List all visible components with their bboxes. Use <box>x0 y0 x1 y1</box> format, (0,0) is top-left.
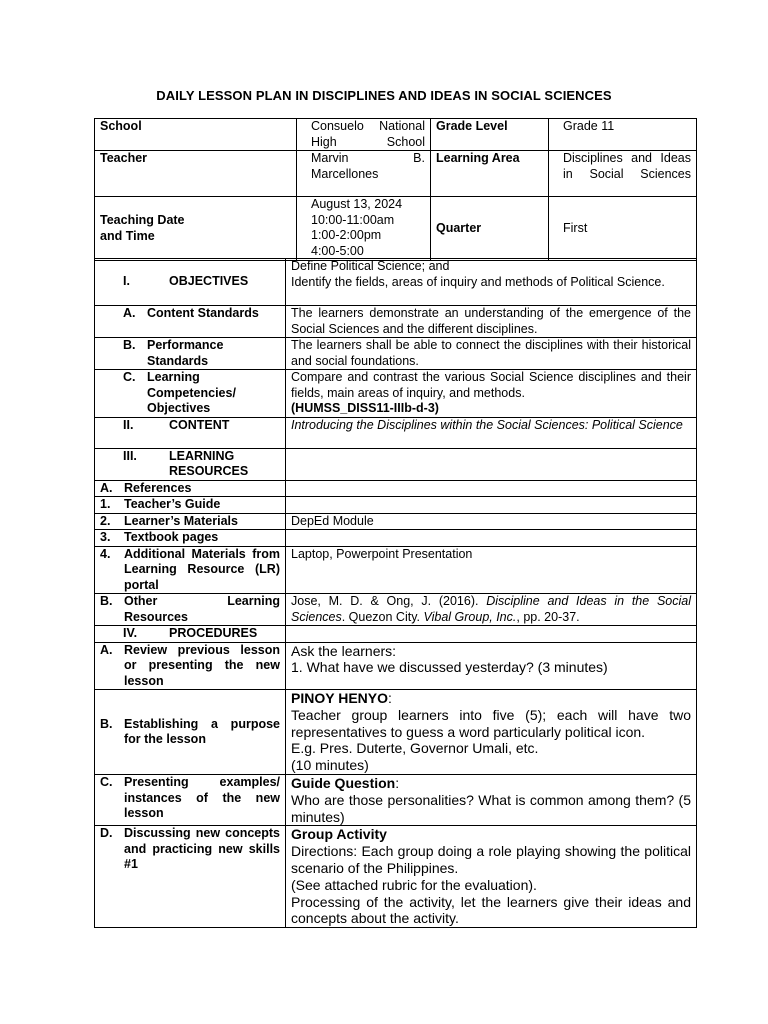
content-standards-label: Content Standards <box>147 306 259 320</box>
grade-value: Grade 11 <box>549 119 697 151</box>
quarter-label: Quarter <box>431 197 549 261</box>
teacher-value: Marvin B. Marcellones <box>311 151 425 181</box>
competencies-label: Learning Competencies/ Objectives <box>147 370 236 415</box>
area-label: Learning Area <box>431 151 549 197</box>
other-resources-label: Other Learning Resources <box>124 594 280 624</box>
discussing-label: Discussing new concepts and practicing new skills #1 <box>124 826 280 872</box>
purpose-text: Teacher group learners into five (5); each will have two representatives to guess a word particularly political icon. <box>291 706 691 740</box>
performance-standards-text: The learners shall be able to connect the disciplines with their historical and social foundations. <box>286 338 697 370</box>
purpose-label: Establishing a purpose for the lesson <box>124 716 280 746</box>
date-value: August 13, 2024 10:00-11:00am 1:00-2:00pm 4:00-5:00 <box>297 197 431 261</box>
additional-materials-value: Laptop, Powerpoint Presentation <box>286 546 697 594</box>
textbook-row: 3. Textbook pages <box>95 530 697 547</box>
content-standards-text: The learners demonstrate an understanding of the emergence of the Social Sciences and the different disciplines. <box>286 306 697 338</box>
quarter-value: First <box>549 197 697 261</box>
discussing-heading: Group Activity <box>291 826 387 843</box>
other-resources-citation: Jose, M. D. & Ong, J. (2016). Discipline and Ideas in the Social Sciences. Quezon City. Vibal Group, Inc., pp. 20-37. <box>286 594 697 626</box>
purpose-time: (10 minutes) <box>291 757 369 774</box>
competencies-code: (HUMSS_DISS11-IIIb-d-3) <box>291 401 439 415</box>
area-value: Disciplines and Ideas in Social Sciences <box>563 151 691 181</box>
competencies-text: Compare and contrast the various Social Science disciplines and their fields, main areas of inquiry, and methods. <box>291 370 691 400</box>
teacher-label: Teacher <box>95 151 297 197</box>
purpose-example: E.g. Pres. Duterte, Governor Umali, etc. <box>291 740 539 757</box>
content-row: II. CONTENT Introducing the Disciplines within the Social Sciences: Political Science <box>95 417 697 448</box>
references-row: A. References <box>95 480 697 497</box>
grade-label: Grade Level <box>431 119 549 151</box>
school-label: School <box>95 119 297 151</box>
resources-row: III. LEARNING RESOURCES <box>95 448 697 480</box>
resources-label: LEARNING RESOURCES <box>169 448 249 478</box>
objectives-row: I. OBJECTIVES Define Political Science; and Identify the fields, areas of inquiry and methods of Political Science. <box>95 259 697 306</box>
learners-materials-row: 2. Learner’s Materials DepEd Module <box>95 513 697 530</box>
discussing-text3: Processing of the activity, let the learners give their ideas and concepts about the activity. <box>291 893 691 927</box>
objectives-line2: Identify the fields, areas of inquiry and methods of Political Science. <box>291 274 665 289</box>
school-value: Consuelo National High School <box>311 119 425 149</box>
teachers-guide-label: Teacher’s Guide <box>124 497 221 511</box>
content-standards-row: A. Content Standards The learners demonstrate an understanding of the emergence of the Social Sciences and the different disciplines. <box>95 306 697 338</box>
textbook-label: Textbook pages <box>124 530 219 544</box>
objectives-label: OBJECTIVES <box>169 274 249 289</box>
procedures-label: PROCEDURES <box>169 626 258 640</box>
discussing-text2: (See attached rubric for the evaluation). <box>291 876 537 893</box>
purpose-heading: PINOY HENYO <box>291 690 388 706</box>
objectives-line1: Define Political Science; and <box>291 259 450 273</box>
review-line2: 1. What have we discussed yesterday? (3 minutes) <box>291 659 608 676</box>
header-table <box>94 118 697 261</box>
additional-materials-row: 4. Additional Materials from Learning Resource (LR) portal Laptop, Powerpoint Presentation <box>95 546 697 594</box>
review-row: A. Review previous lesson or presenting the new lesson Ask the learners: 1. What have we discussed yesterday? (3 minutes) <box>95 642 697 690</box>
teachers-guide-row: 1. Teacher’s Guide <box>95 497 697 514</box>
examples-heading: Guide Question <box>291 775 396 791</box>
learners-materials-label: Learner’s Materials <box>124 513 238 528</box>
procedures-row: IV. PROCEDURES <box>95 626 697 643</box>
examples-label: Presenting examples/ instances of the new lesson <box>124 775 280 820</box>
purpose-row: B. Establishing a purpose for the lesson PINOY HENYO: Teacher group learners into five (5); each will have two representatives to guess a word particularly political icon. E.g. Pres. Duterte, Governor Umali, etc. (10 minutes) <box>95 690 697 775</box>
performance-standards-label: Performance Standards <box>147 338 224 368</box>
school-row <box>95 119 697 151</box>
date-row <box>95 197 697 261</box>
other-resources-row: B. Other Learning Resources Jose, M. D. & Ong, J. (2016). Discipline and Ideas in the Social Sciences. Quezon City. Vibal Group, Inc., pp. 20-37. <box>95 594 697 626</box>
discussing-row: D. Discussing new concepts and practicing new skills #1 Group Activity Directions: Each group doing a role playing showing the political scenario of the Philippines. (See attached rubric for the evaluation). Processing of the activity, let the learners give their ideas and concepts about the activity. <box>95 826 697 928</box>
lesson-table <box>94 258 697 928</box>
date-label: Teaching Date and Time <box>95 197 297 261</box>
competencies-row: C. Learning Competencies/ Objectives Compare and contrast the various Social Science disciplines and their fields, main areas of inquiry, and methods. (HUMSS_DISS11-IIIb-d-3) <box>95 370 697 418</box>
document-title: DAILY LESSON PLAN IN DISCIPLINES AND IDEAS IN SOCIAL SCIENCES <box>156 88 612 103</box>
examples-text: Who are those personalities? What is common among them? (5 minutes) <box>291 791 691 825</box>
content-text: Introducing the Disciplines within the Social Sciences: Political Science <box>286 417 697 448</box>
discussing-text1: Directions: Each group doing a role playing showing the political scenario of the Philippines. <box>291 843 691 876</box>
review-line1: Ask the learners: <box>291 642 397 659</box>
content-label: CONTENT <box>169 417 230 432</box>
review-label: Review previous lesson or presenting the new lesson <box>124 642 280 688</box>
teacher-row <box>95 151 697 197</box>
examples-row: C. Presenting examples/ instances of the new lesson Guide Question: Who are those personalities? What is common among them? (5 minutes) <box>95 775 697 826</box>
performance-standards-row: B. Performance Standards The learners shall be able to connect the disciplines with their historical and social foundations. <box>95 338 697 370</box>
references-label: References <box>124 480 192 495</box>
additional-materials-label: Additional Materials from Learning Resource (LR) portal <box>124 546 280 592</box>
learners-materials-value: DepEd Module <box>286 513 697 530</box>
